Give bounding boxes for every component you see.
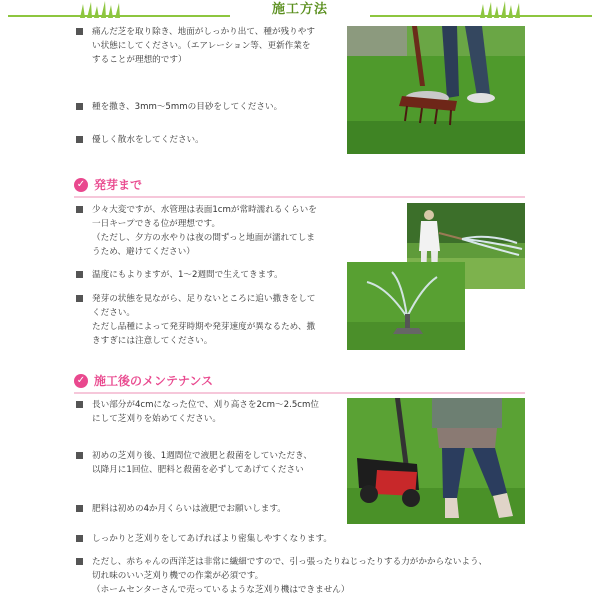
bullet-square-icon	[76, 295, 83, 302]
list-item: 優しく散水をしてください。	[76, 133, 346, 149]
bullet-square-icon	[76, 401, 83, 408]
bullet-square-icon	[76, 271, 83, 278]
section-heading: ✓ 発芽まで	[74, 176, 194, 196]
bullet-square-icon	[76, 452, 83, 459]
list-item: 肥料は初めの4か月くらいは液肥でお願いします。	[76, 502, 366, 518]
list-item: 温度にもよりますが、1〜2週間で生えてきます。	[76, 268, 362, 284]
list-item: ただし、赤ちゃんの西洋芝は非常に繊細ですので、引っ張ったりねじったりする力がかからないよう、 切れ味のいい芝刈り機での作業が必須です。 （ホームセンターさんで売っているような芝刈り機はできません）	[76, 555, 546, 599]
list-item: 長い部分が4cmになった位で、刈り高さを2cm〜2.5cm位 にして芝刈りを始めてください。	[76, 398, 366, 428]
sprinkler-photo	[347, 262, 465, 350]
list-item: 少々大変ですが、水管理は表面1cmが常時濡れるくらいを 一日キープできる位が理想です。 （ただし、夕方の水やりは夜の間ずっと地面が濡れてしま うため、避けてください）	[76, 203, 362, 261]
grass-icon	[478, 0, 522, 18]
list-item: 初めの芝刈り後、1週間位で液肥と殺菌をしていただき、 以降月に1回位、肥料と殺菌を必ずしてあげてください	[76, 449, 366, 479]
bullet-square-icon	[76, 136, 83, 143]
list-item: 発芽の状態を見ながら、足りないところに追い撒きをして ください。 ただし品種によって発芽時期や発芽速度が異なるため、撒 きすぎには注意してください。	[76, 292, 362, 350]
bullet-circle-icon: ✓	[74, 374, 88, 388]
bullet-square-icon	[76, 103, 83, 110]
section-divider	[74, 196, 525, 198]
list-item: 種を撒き、3mm〜5mmの目砂をしてください。	[76, 100, 346, 116]
bullet-square-icon	[76, 206, 83, 213]
bullet-square-icon	[76, 28, 83, 35]
section-divider	[74, 392, 525, 394]
bullet-circle-icon: ✓	[74, 178, 88, 192]
bullet-square-icon	[76, 505, 83, 512]
bullet-square-icon	[76, 558, 83, 565]
section-heading: ✓ 施工後のメンテナンス	[74, 372, 274, 392]
lawnmower-photo	[347, 398, 525, 524]
bullet-square-icon	[76, 535, 83, 542]
grass-icon	[78, 0, 122, 18]
page-title: 施工方法	[230, 0, 370, 20]
aerator-photo	[347, 26, 525, 154]
list-item: しっかりと芝刈りをしてあげればより密集しやすくなります。	[76, 532, 526, 548]
list-item: 痛んだ芝を取り除き、地面がしっかり出て、種が残りやす い状態にしてください。（エアレーション等、更新作業を することが理想的です）	[76, 25, 346, 69]
